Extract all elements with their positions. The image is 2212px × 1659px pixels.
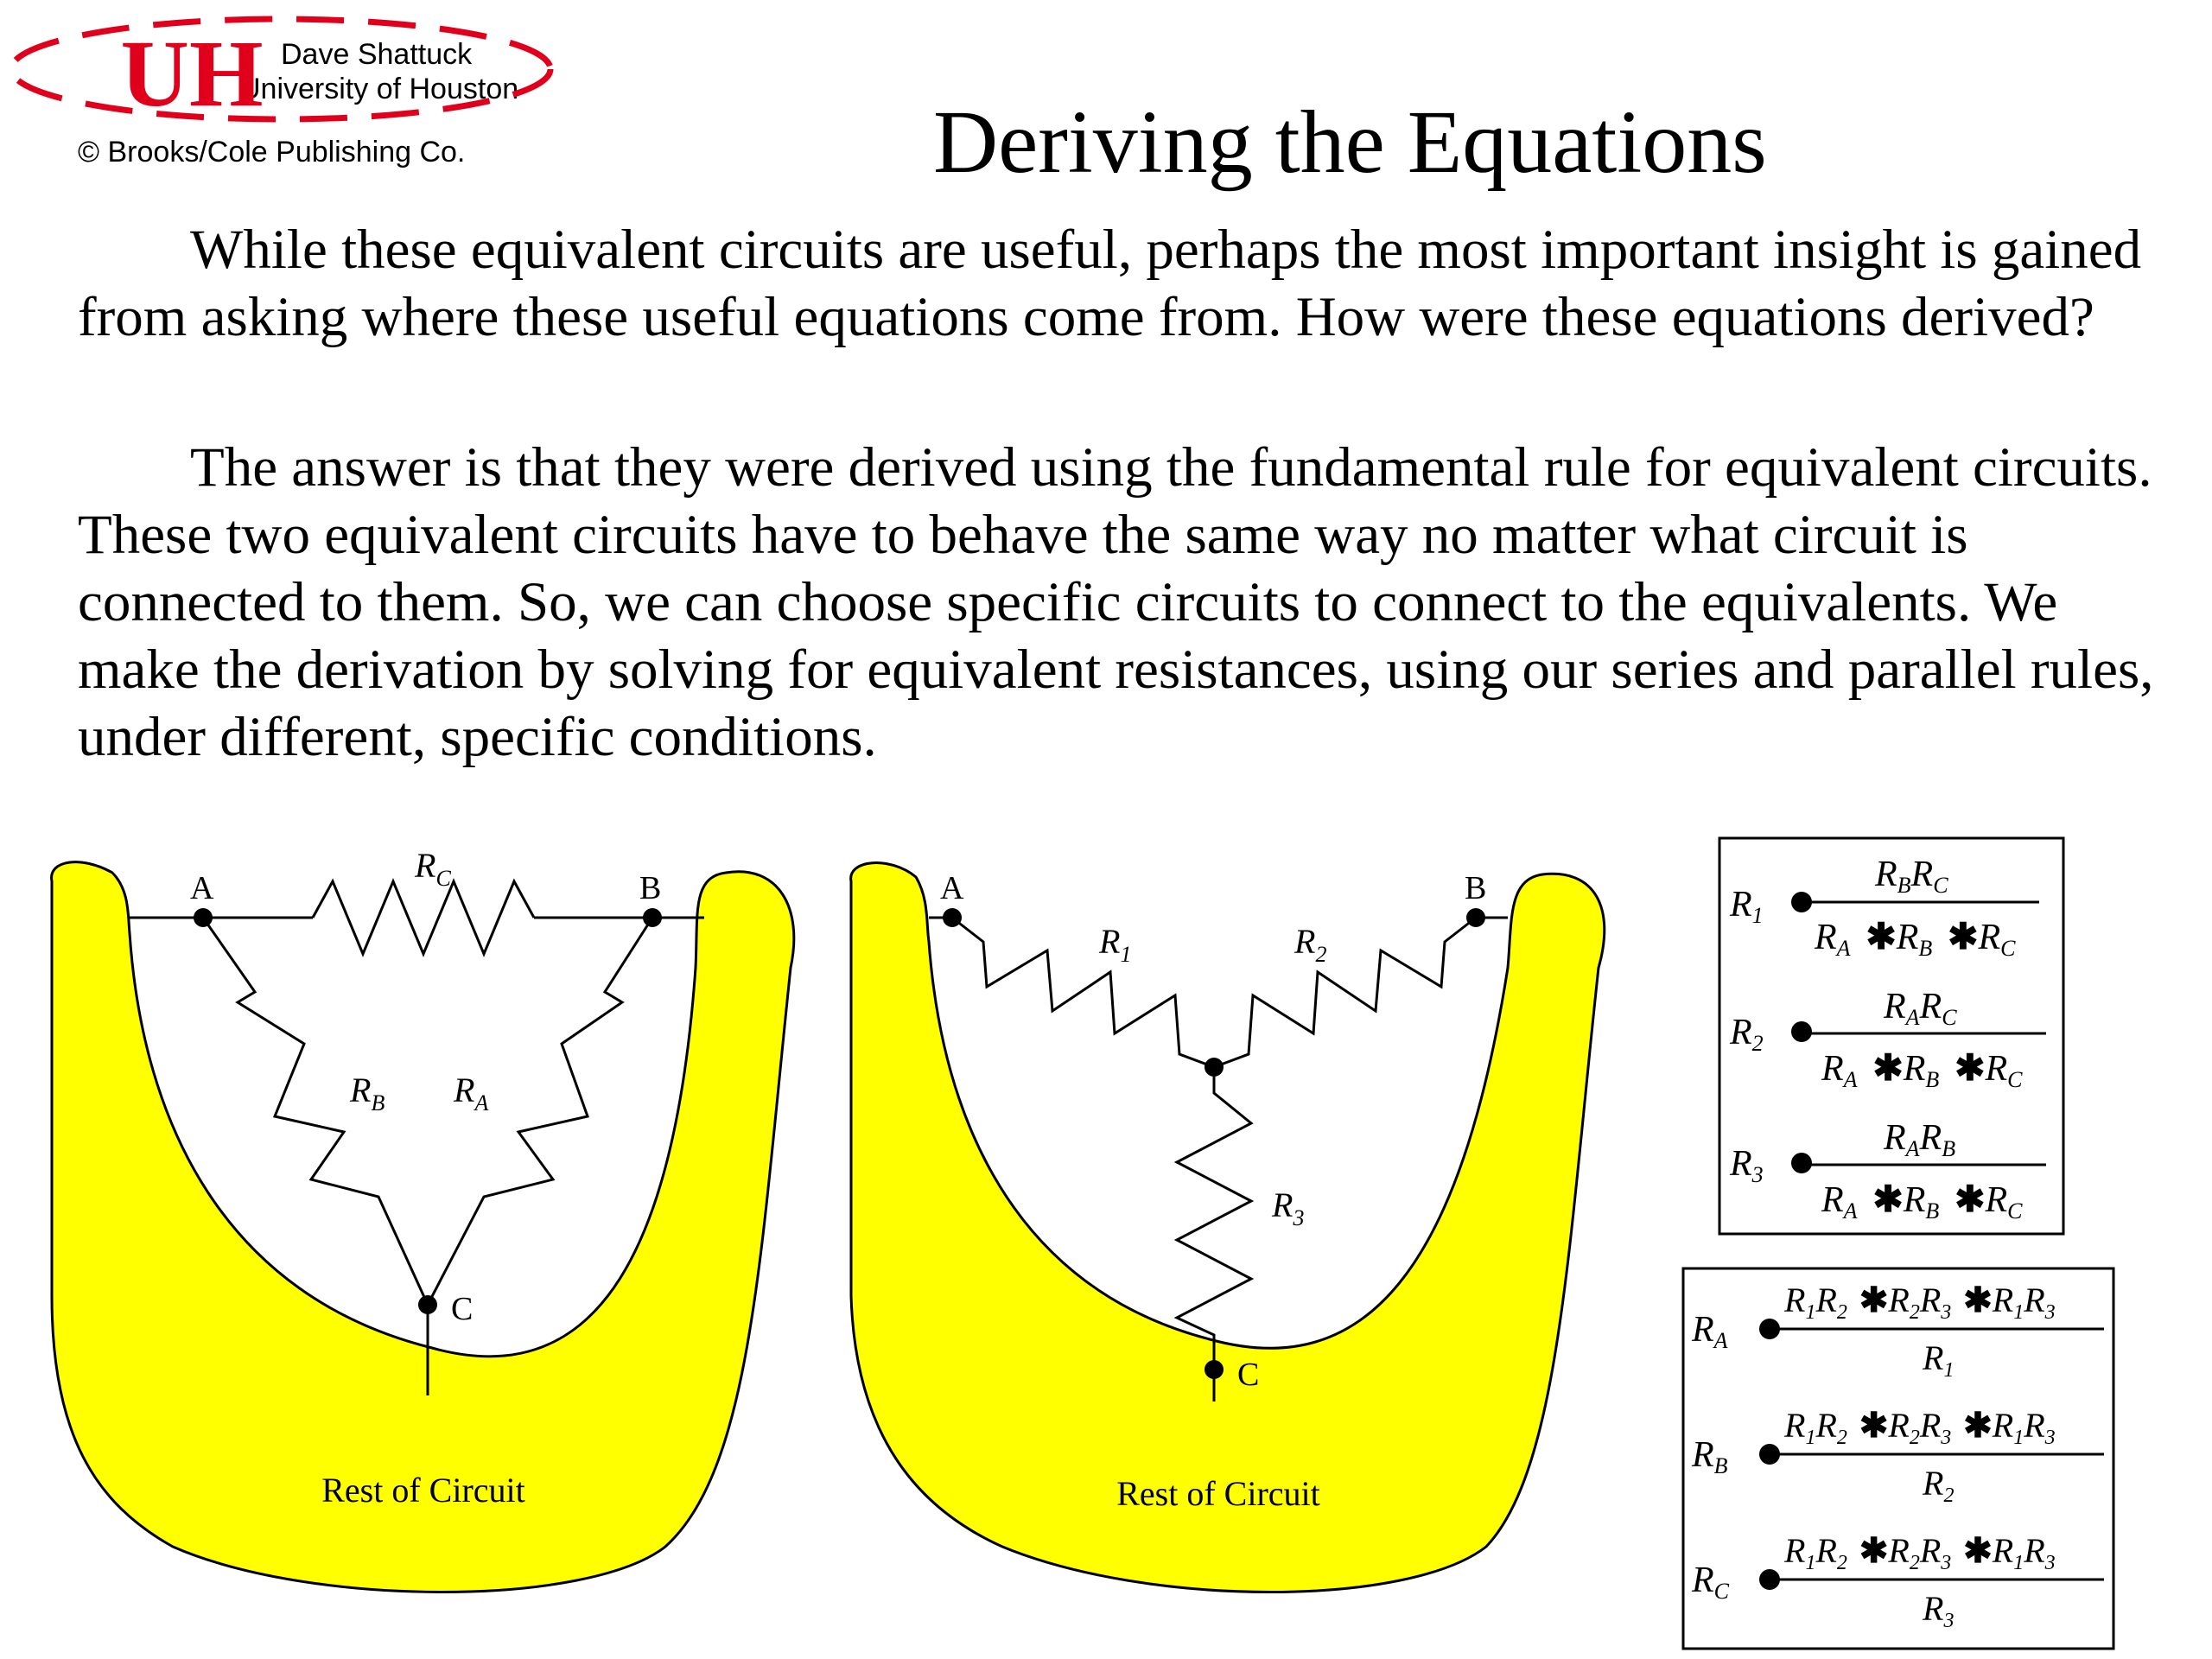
copyright-notice: © Brooks/Cole Publishing Co.: [78, 136, 466, 168]
equation-r1-numerator: RBRC: [1875, 855, 1948, 898]
resistor-r2: [1214, 918, 1476, 1067]
equation-ra-lhs: RA: [1692, 1310, 1728, 1353]
equation-r1-denominator: RA ✱RB ✱RC: [1815, 918, 2016, 961]
node-center-dot-wye: [1205, 1058, 1224, 1077]
node-a-label-delta: A: [190, 870, 214, 906]
node-c-dot-wye: [1205, 1360, 1224, 1379]
resistor-ra-label: $R_A$: [454, 1071, 489, 1116]
equation-rc-numerator: $R_1R_2$ $✱R_2R_3$ $✱R_1R_3$: [1784, 1531, 2056, 1574]
node-c-label-delta: C: [451, 1291, 474, 1327]
resistor-rc-label: $R_C$: [415, 846, 451, 891]
equation-rc-denominator: $R_3$: [1923, 1589, 1955, 1632]
resistor-ra: [428, 918, 652, 1305]
slide-title: Deriving the Equations: [933, 92, 1767, 192]
wye-to-delta-equation-box: [1683, 1268, 2113, 1649]
equation-ra-denominator: $R_1$: [1923, 1338, 1955, 1382]
equals-symbol-r3: [1791, 1153, 1812, 1173]
equation-r3-lhs: R3: [1730, 1144, 1764, 1187]
node-c-label-wye: C: [1237, 1357, 1260, 1393]
node-a-dot-delta: [194, 908, 213, 927]
node-c-dot-delta: [418, 1295, 437, 1314]
node-b-label-delta: B: [639, 870, 662, 906]
logo-mark: UH: [120, 21, 264, 126]
node-b-dot-wye: [1466, 908, 1485, 927]
equation-r2-denominator: RA ✱RB ✱RC: [1821, 1049, 2023, 1092]
author-name: Dave Shattuck: [281, 38, 473, 71]
node-b-label-wye: B: [1465, 870, 1487, 906]
resistor-rc: [313, 881, 534, 954]
node-a-dot-wye: [943, 908, 962, 927]
equation-ra-numerator: $R_1R_2$ $✱R_2R_3$ $✱R_1R_3$: [1784, 1281, 2056, 1324]
equation-r3-numerator: RARB: [1884, 1118, 1956, 1161]
equals-symbol-r2: [1791, 1021, 1812, 1042]
institution-name: University of Houston: [239, 73, 519, 105]
logo-dashed-ellipse: [11, 19, 550, 119]
resistor-rb-label: $R_B$: [350, 1071, 385, 1116]
resistor-r3-label: $R_3$: [1272, 1185, 1305, 1230]
equation-rc-lhs: RC: [1692, 1560, 1729, 1604]
node-b-dot-delta: [643, 908, 662, 927]
rest-of-circuit-label-right: Rest of Circuit: [1116, 1474, 1320, 1513]
resistor-r1: [952, 918, 1214, 1067]
equation-rb-lhs: RB: [1692, 1435, 1728, 1478]
resistor-r1-label: $R_1$: [1099, 922, 1132, 967]
equation-rb-denominator: $R_2$: [1923, 1464, 1955, 1507]
equation-r1-lhs: R1: [1730, 885, 1764, 928]
paragraph-2: The answer is that they were derived using the fundamental rule for equivalent circuits. These two equivalent circuits have to behave the same way no matter what circuit is connected to them. So, we can choose specific circuits to connect to the equivalents. We make the derivation by solving for equivalent resistances, using our series and parallel rules, under different, specific conditions.: [78, 436, 2154, 768]
equation-r3-denominator: RA ✱RB ✱RC: [1821, 1180, 2023, 1224]
node-a-label-wye: A: [940, 870, 964, 906]
rest-of-circuit-label-left: Rest of Circuit: [321, 1471, 525, 1510]
delta-to-wye-equation-box: [1719, 838, 2063, 1234]
equation-rb-numerator: $R_1R_2$ $✱R_2R_3$ $✱R_1R_3$: [1784, 1406, 2056, 1449]
university-logo: [11, 19, 550, 126]
resistor-r2-label: $R_2$: [1294, 922, 1327, 967]
paragraph-1: While these equivalent circuits are useful, perhaps the most important insight is gained from asking where these useful equations come from. How were these equations derived?: [78, 219, 2142, 348]
equation-r2-lhs: R2: [1730, 1013, 1764, 1056]
equation-r2-numerator: RARC: [1884, 987, 1957, 1030]
